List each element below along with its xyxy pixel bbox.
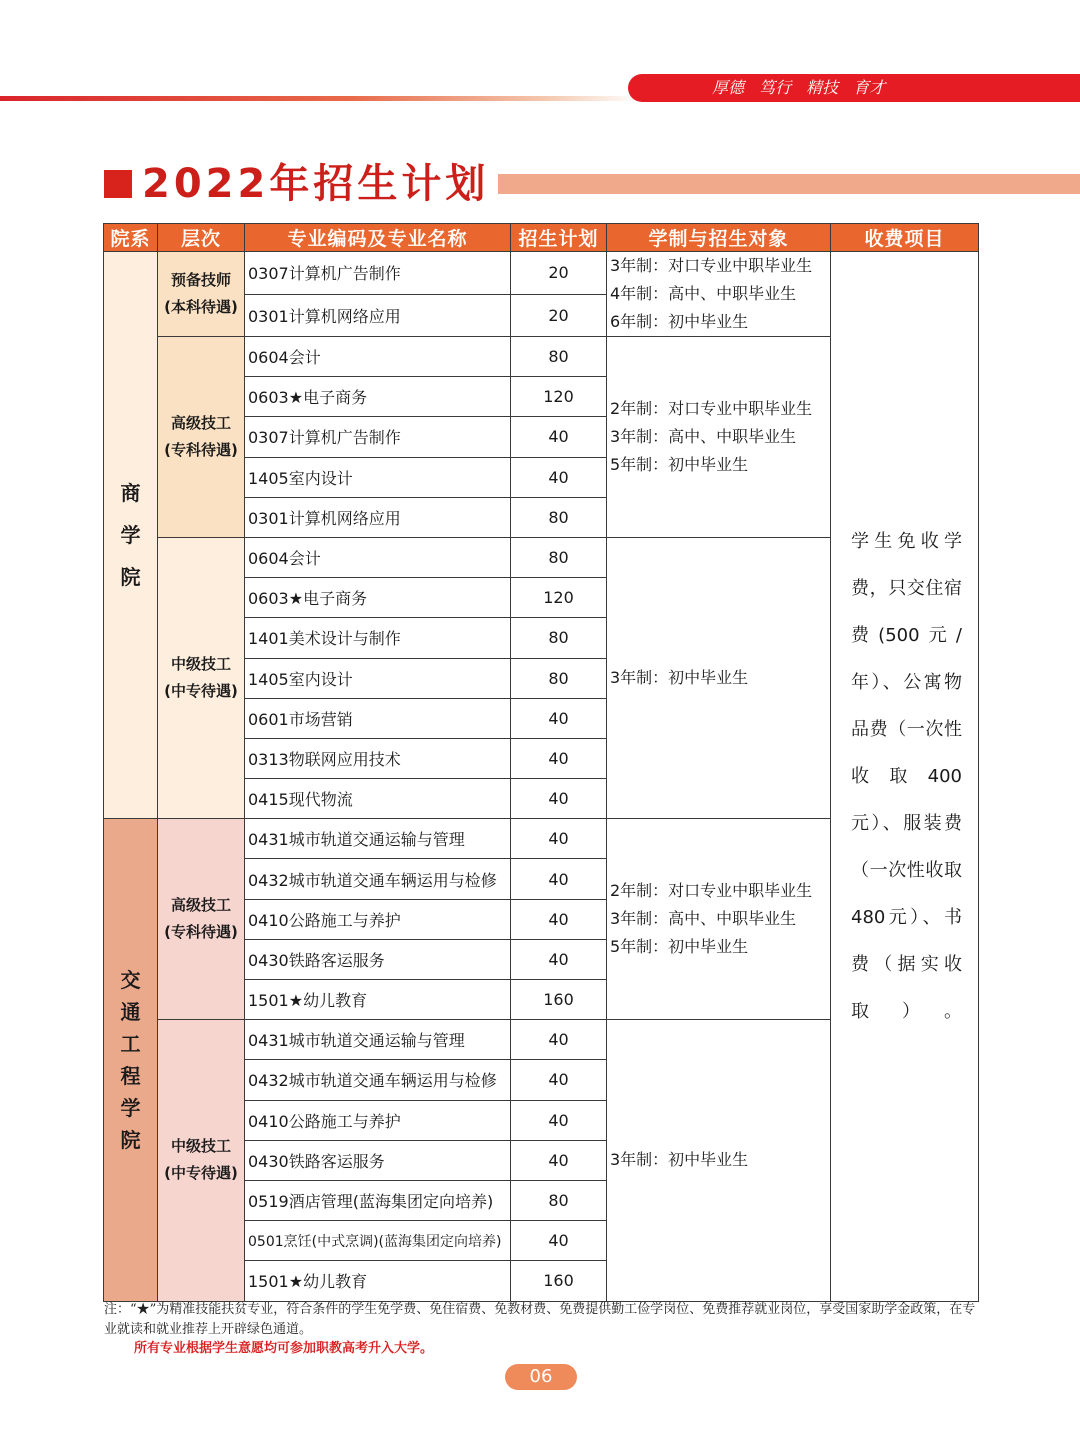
system-cell: 3年制：对口专业中职毕业生 4年制：高中、中职毕业生 6年制：初中毕业生 bbox=[607, 252, 831, 337]
dept-business: 商 学 院 bbox=[104, 252, 158, 819]
header-rule bbox=[0, 96, 640, 101]
plan-count: 40 bbox=[511, 779, 607, 819]
major-name: 0501烹饪(中式烹调)(蓝海集团定向培养) bbox=[245, 1221, 511, 1261]
major-name: 0301计算机网络应用 bbox=[245, 294, 511, 337]
plan-count: 40 bbox=[511, 1140, 607, 1180]
header-system: 学制与招生对象 bbox=[607, 224, 831, 252]
header-level: 层次 bbox=[158, 224, 245, 252]
plan-count: 80 bbox=[511, 1180, 607, 1220]
footnote: 注：“★”为精准技能扶贫专业，符合条件的学生免学费、免住宿费、免教材费、免费提供勤工俭学岗位、免费推荐就业岗位，享受国家助学金政策，在专业就读和就业推荐上开辟绿色通道。 bbox=[104, 1302, 976, 1337]
major-name: 0603★电子商务 bbox=[245, 578, 511, 618]
plan-count: 120 bbox=[511, 578, 607, 618]
major-name: 0410公路施工与养护 bbox=[245, 899, 511, 939]
footnote-highlight: 所有专业根据学生意愿均可参加职教高考升入大学。 bbox=[134, 1341, 434, 1356]
plan-count: 80 bbox=[511, 618, 607, 658]
plan-count: 160 bbox=[511, 1261, 607, 1301]
major-name: 1405室内设计 bbox=[245, 658, 511, 698]
plan-count: 40 bbox=[511, 698, 607, 738]
plan-count: 120 bbox=[511, 377, 607, 417]
level-cell: 高级技工 (专科待遇) bbox=[158, 819, 245, 1020]
major-name: 0604会计 bbox=[245, 537, 511, 577]
system-cell: 2年制：对口专业中职毕业生 3年制：高中、中职毕业生 5年制：初中毕业生 bbox=[607, 819, 831, 1020]
major-name: 0307计算机广告制作 bbox=[245, 417, 511, 457]
major-name: 1501★幼儿教育 bbox=[245, 1261, 511, 1301]
plan-count: 40 bbox=[511, 417, 607, 457]
header-dept: 院系 bbox=[104, 224, 158, 252]
title-decoration-bar bbox=[498, 174, 1080, 194]
plan-count: 20 bbox=[511, 252, 607, 295]
major-name: 1405室内设计 bbox=[245, 457, 511, 497]
major-name: 0430铁路客运服务 bbox=[245, 939, 511, 979]
major-name: 0432城市轨道交通车辆运用与检修 bbox=[245, 859, 511, 899]
system-cell: 3年制：初中毕业生 bbox=[607, 537, 831, 818]
plan-count: 80 bbox=[511, 537, 607, 577]
major-name: 0604会计 bbox=[245, 337, 511, 377]
enrollment-plan-table bbox=[103, 223, 979, 1302]
plan-count: 40 bbox=[511, 1100, 607, 1140]
plan-count: 40 bbox=[511, 899, 607, 939]
major-name: 0601市场营销 bbox=[245, 698, 511, 738]
major-name: 0415现代物流 bbox=[245, 779, 511, 819]
major-name: 0313物联网应用技术 bbox=[245, 738, 511, 778]
major-name: 1501★幼儿教育 bbox=[245, 980, 511, 1020]
major-name: 1401美术设计与制作 bbox=[245, 618, 511, 658]
level-cell: 中级技工 (中专待遇) bbox=[158, 1020, 245, 1301]
level-cell: 中级技工 (中专待遇) bbox=[158, 537, 245, 818]
major-name: 0430铁路客运服务 bbox=[245, 1140, 511, 1180]
major-name: 0431城市轨道交通运输与管理 bbox=[245, 1020, 511, 1060]
major-name: 0301计算机网络应用 bbox=[245, 497, 511, 537]
major-name: 0432城市轨道交通车辆运用与检修 bbox=[245, 1060, 511, 1100]
title-marker bbox=[104, 170, 132, 198]
table-header-row bbox=[104, 224, 979, 252]
major-name: 0410公路施工与养护 bbox=[245, 1100, 511, 1140]
plan-count: 40 bbox=[511, 859, 607, 899]
table-row bbox=[104, 252, 979, 295]
system-cell: 3年制：初中毕业生 bbox=[607, 1020, 831, 1301]
plan-count: 40 bbox=[511, 1060, 607, 1100]
major-name: 0603★电子商务 bbox=[245, 377, 511, 417]
plan-count: 80 bbox=[511, 497, 607, 537]
header-major: 专业编码及专业名称 bbox=[245, 224, 511, 252]
plan-count: 80 bbox=[511, 337, 607, 377]
plan-count: 40 bbox=[511, 939, 607, 979]
page-title: 2022年招生计划 bbox=[142, 161, 490, 207]
major-name: 0431城市轨道交通运输与管理 bbox=[245, 819, 511, 859]
fee-cell: 学生免收学费，只交住宿费(500元/年）、公寓物品费（一次性收取400元）、服装费（一次性收取480元）、书费（据实收取）。 bbox=[831, 252, 979, 1302]
page-number: 06 bbox=[505, 1364, 577, 1390]
plan-count: 40 bbox=[511, 738, 607, 778]
motto-banner: 厚德 笃行 精技 育才 bbox=[628, 74, 1080, 102]
level-cell: 预备技师 (本科待遇) bbox=[158, 252, 245, 337]
plan-count: 40 bbox=[511, 819, 607, 859]
dept-transport: 交 通 工 程 学 院 bbox=[104, 819, 158, 1301]
major-name: 0519酒店管理(蓝海集团定向培养) bbox=[245, 1180, 511, 1220]
plan-count: 40 bbox=[511, 457, 607, 497]
major-name: 0307计算机广告制作 bbox=[245, 252, 511, 295]
level-cell: 高级技工 (专科待遇) bbox=[158, 337, 245, 538]
plan-count: 160 bbox=[511, 980, 607, 1020]
header-plan: 招生计划 bbox=[511, 224, 607, 252]
plan-count: 80 bbox=[511, 658, 607, 698]
system-cell: 2年制：对口专业中职毕业生 3年制：高中、中职毕业生 5年制：初中毕业生 bbox=[607, 337, 831, 538]
plan-count: 40 bbox=[511, 1020, 607, 1060]
header-fee: 收费项目 bbox=[831, 224, 979, 252]
plan-count: 40 bbox=[511, 1221, 607, 1261]
plan-count: 20 bbox=[511, 294, 607, 337]
